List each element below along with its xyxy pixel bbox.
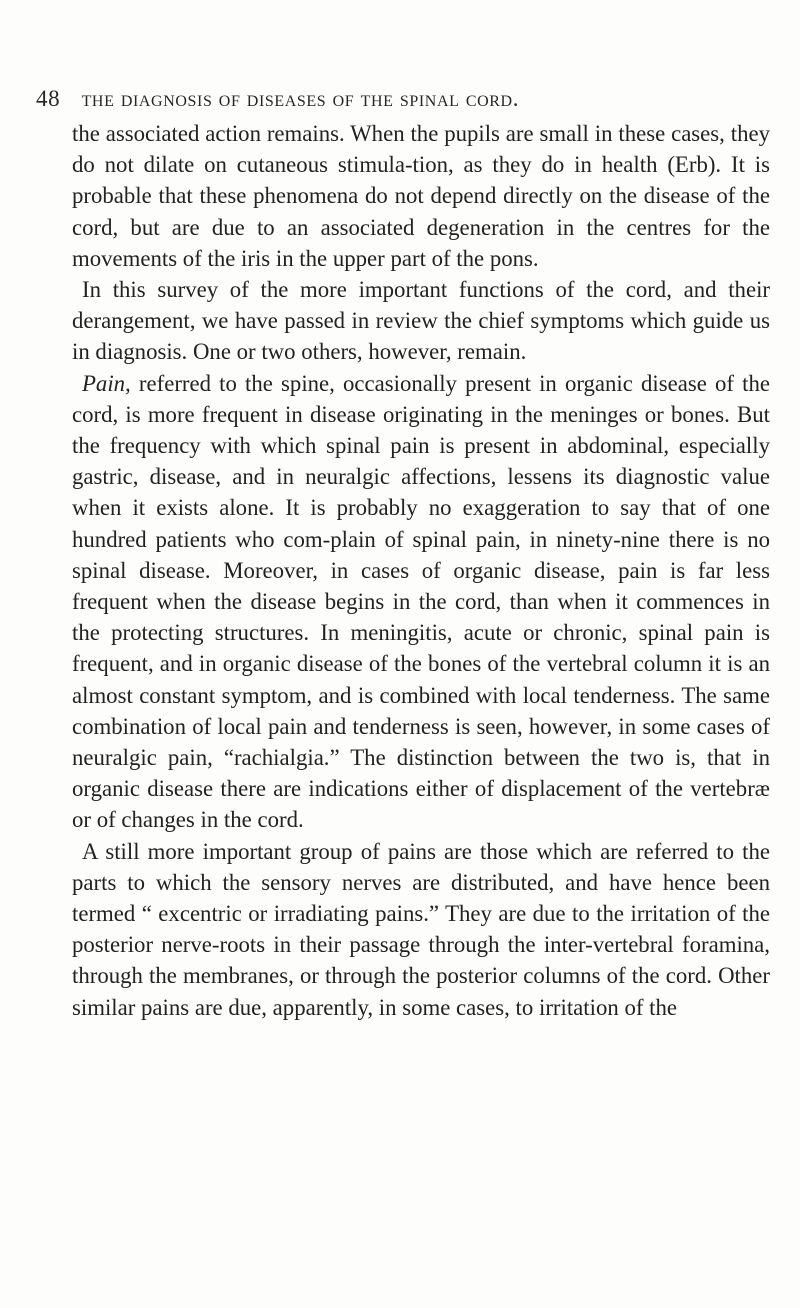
paragraph-text: referred to the spine, occasionally present in organic disease of the cord, is more frequent in disease originating in the meninges or bones. But the frequency with which spinal pain is present in abdominal, especially gastric, disease, and in neuralgic affections, lessens its diagnostic value when it exists alone. It is probably no exaggeration to say that of one hundred patients who com-plain of spinal pain, in ninety-nine there is no spinal disease. Moreover, in cases of organic disease, pain is far less frequent when the disease begins in the cord, than when it commences in the protecting structures. In meningitis, acute or chronic, spinal pain is frequent, and in organic disease of the bones of the vertebral column it is an almost constant symptom, and is combined with local tenderness. The same combination of local pain and tenderness is seen, however, in some cases of neuralgic pain, “rachialgia.” The distinction between the two is, that in organic disease there are indications either of displacement of the vertebræ or of changes in the cord. xyxy=(72,370,770,833)
page-number: 48 xyxy=(36,86,61,111)
body-text xyxy=(72,118,770,1023)
paragraph-excentric-pains xyxy=(72,836,770,1023)
paragraph-survey xyxy=(72,274,770,368)
running-title: the diagnosis of diseases of the spinal cord. xyxy=(81,86,520,111)
paragraph-pupils xyxy=(72,118,770,274)
paragraph-lead: Pain, xyxy=(82,370,131,396)
paragraph-text: In this survey of the more important functions of the cord, and their derangement, we have passed in review the chief symptoms which guide us in diagnosis. One or two others, however, remain. xyxy=(72,277,770,365)
running-header xyxy=(36,86,726,112)
paragraph-text: the associated action remains. When the pupils are small in these cases, they do not dilate on cutaneous stimula-tion, as they do in health (Erb). It is probable that these phenomena do not depend directly on the disease of the cord, but are due to an associated degeneration in the centres for the movements of the iris in the upper part of the pons. xyxy=(72,121,770,271)
paragraph-text: A still more important group of pains are those which are referred to the parts to which the sensory nerves are distributed, and have hence been termed “ excentric or irradiating pains.” They are due to the irritation of the posterior nerve-roots in their passage through the inter-vertebral foramina, through the membranes, or through the posterior columns of the cord. Other similar pains are due, apparently, in some cases, to irritation of the xyxy=(72,838,770,1020)
paragraph-pain xyxy=(72,368,770,836)
